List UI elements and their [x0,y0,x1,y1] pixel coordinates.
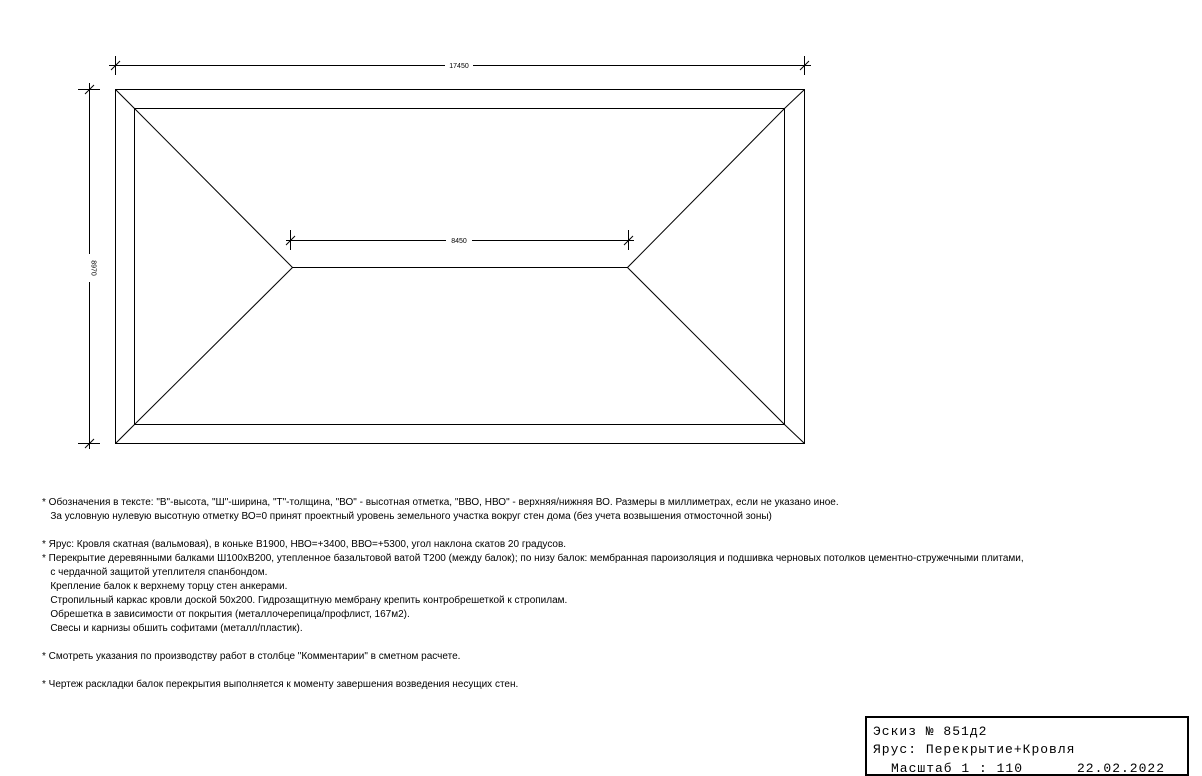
hip-line-br [628,268,785,425]
note-line: * Перекрытие деревянными балками Ш100хВ200, утепленное базальтовой ватой Т200 (между балок); по низу балок: мембранная пароизоляция и подшивка черновых потолков цементно-стружечными плитами, [42,553,1024,564]
hip-line-tr [628,109,785,268]
drawing-notes [42,496,1162,692]
title-block [865,716,1189,776]
note-line: Обрешетка в зависимости от покрытия (металлочерепица/профлист, 167м2). [42,609,410,620]
tier-value: Перекрытие+Кровля [925,742,1076,757]
scale-text: Масштаб 1 : 110 [891,761,1024,776]
note-line: За условную нулевую высотную отметку ВО=0 принят проектный уровень земельного участка вокруг стен дома (без учета возвышения отмосточной зоны) [42,511,772,522]
tier-label: Ярус: [873,742,918,757]
sketch-number: Эскиз № 851д2 [873,724,988,739]
note-line: Свесы и карнизы обшить софитами (металл/пластик). [42,623,303,634]
dimension-text-length: 17450 [449,63,469,70]
hip-line-tl [135,109,293,268]
note-line: Стропильный каркас кровли доской 50х200. Гидрозащитную мембрану крепить контробрешеткой к стропилам. [42,595,568,606]
note-gap [42,664,1162,678]
corner-line-tr [785,90,805,109]
note-line: * Обозначения в тексте: "В"-высота, "Ш"-ширина, "Т"-толщина, "ВО" - высотная отметка, "ВВО, НВО" - верхняя/нижняя ВО. Размеры в миллиметрах, если не указано иное. [42,497,839,508]
corner-line-tl [116,90,135,109]
date-text: 22.02.2022 [1077,761,1166,776]
note-line: * Чертеж раскладки балок перекрытия выполняется к моменту завершения возведения несущих стен. [42,679,519,690]
corner-line-bl [116,425,135,444]
note-line: Крепление балок к верхнему торцу стен анкерами. [42,581,288,592]
note-gap [42,636,1162,650]
roof-inner-outline [135,109,785,425]
note-line: * Смотреть указания по производству работ в столбце "Комментарии" в сметном расчете. [42,651,461,662]
dimension-text-width: 8970 [89,260,97,276]
corner-line-br [785,425,805,444]
note-gap [42,524,1162,538]
note-line: * Ярус: Кровля скатная (вальмовая), в коньке В1900, НВО=+3400, ВВО=+5300, угол наклона скатов 20 градусов. [42,539,567,550]
hip-line-bl [135,268,293,425]
dimension-text-ridge: 8450 [451,238,467,245]
roof-outer-outline [116,90,805,444]
note-line: с чердачной защитой утеплителя спанбондом. [42,567,268,578]
tier-row [873,742,1075,757]
